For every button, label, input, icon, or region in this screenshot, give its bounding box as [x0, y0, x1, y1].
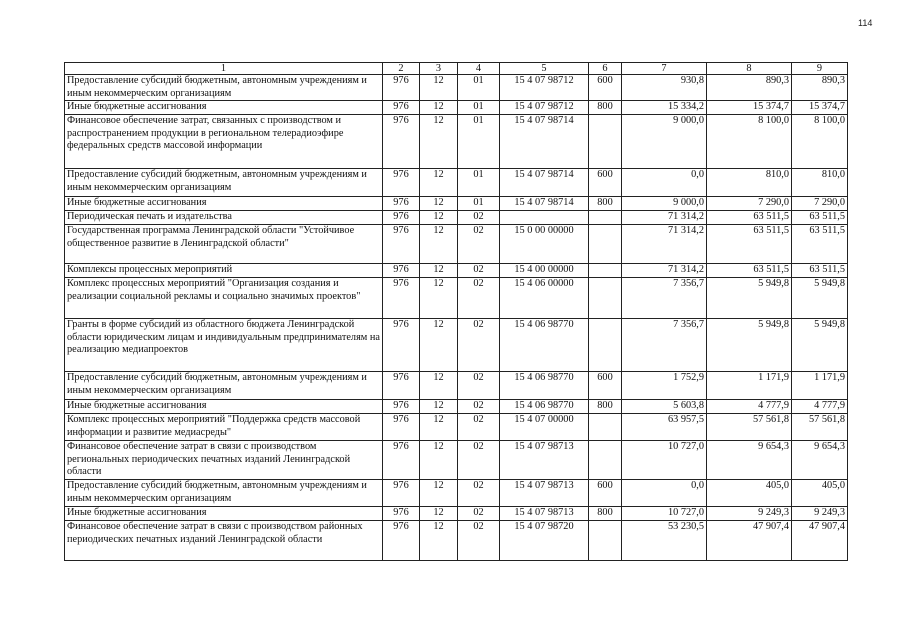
amount-col7: 7 356,7 [622, 319, 707, 372]
column-header: 5 [500, 63, 589, 75]
code-subsection: 02 [458, 441, 500, 480]
code-subsection: 02 [458, 372, 500, 400]
code-expense-type [589, 115, 622, 169]
code-target: 15 4 07 00000 [500, 414, 589, 441]
table-row [65, 211, 848, 225]
table-row [65, 169, 848, 197]
code-ministry: 976 [383, 115, 420, 169]
amount-col9: 4 777,9 [792, 400, 848, 414]
code-subsection: 02 [458, 278, 500, 319]
item-name: Предоставление субсидий бюджетным, автономным учреждениям и иным некоммерческим организациям [65, 169, 383, 197]
code-expense-type: 800 [589, 101, 622, 115]
table-row [65, 278, 848, 319]
table-row [65, 372, 848, 400]
code-subsection: 02 [458, 480, 500, 507]
code-ministry: 976 [383, 441, 420, 480]
code-ministry: 976 [383, 211, 420, 225]
code-target: 15 4 07 98720 [500, 521, 589, 561]
code-expense-type: 600 [589, 372, 622, 400]
column-header: 3 [420, 63, 458, 75]
item-name: Гранты в форме субсидий из областного бюджета Ленинградской области юридическим лицам и индивидуальным предпринимателям на реализацию медиапроектов [65, 319, 383, 372]
item-name: Государственная программа Ленинградской области "Устойчивое общественное развитие в Ленинградской области" [65, 225, 383, 264]
table-row [65, 75, 848, 101]
code-expense-type: 600 [589, 480, 622, 507]
amount-col8: 8 100,0 [707, 115, 792, 169]
code-ministry: 976 [383, 101, 420, 115]
code-section: 12 [420, 211, 458, 225]
code-subsection: 02 [458, 211, 500, 225]
code-section: 12 [420, 441, 458, 480]
code-target: 15 4 07 98714 [500, 197, 589, 211]
item-name: Периодическая печать и издательства [65, 211, 383, 225]
code-section: 12 [420, 115, 458, 169]
code-ministry: 976 [383, 414, 420, 441]
code-subsection: 02 [458, 400, 500, 414]
code-section: 12 [420, 480, 458, 507]
amount-col9: 9 654,3 [792, 441, 848, 480]
amount-col9: 1 171,9 [792, 372, 848, 400]
code-subsection: 01 [458, 101, 500, 115]
amount-col9: 810,0 [792, 169, 848, 197]
code-subsection: 02 [458, 225, 500, 264]
amount-col8: 47 907,4 [707, 521, 792, 561]
code-target: 15 0 00 00000 [500, 225, 589, 264]
code-target: 15 4 06 00000 [500, 278, 589, 319]
item-name: Финансовое обеспечение затрат в связи с производством районных периодических печатных изданий Ленинградской области [65, 521, 383, 561]
table-row [65, 101, 848, 115]
code-section: 12 [420, 319, 458, 372]
code-subsection: 02 [458, 521, 500, 561]
amount-col7: 9 000,0 [622, 115, 707, 169]
amount-col7: 71 314,2 [622, 211, 707, 225]
code-section: 12 [420, 507, 458, 521]
column-header: 4 [458, 63, 500, 75]
budget-table [64, 62, 848, 561]
amount-col8: 405,0 [707, 480, 792, 507]
amount-col9: 405,0 [792, 480, 848, 507]
item-name: Комплекс процессных мероприятий "Поддержка средств массовой информации и развитие медиасреды" [65, 414, 383, 441]
table-row [65, 521, 848, 561]
code-ministry: 976 [383, 521, 420, 561]
amount-col9: 63 511,5 [792, 225, 848, 264]
table-row [65, 319, 848, 372]
amount-col9: 7 290,0 [792, 197, 848, 211]
code-subsection: 01 [458, 75, 500, 101]
code-subsection: 01 [458, 169, 500, 197]
code-ministry: 976 [383, 278, 420, 319]
item-name: Иные бюджетные ассигнования [65, 101, 383, 115]
amount-col8: 4 777,9 [707, 400, 792, 414]
amount-col9: 5 949,8 [792, 278, 848, 319]
code-expense-type [589, 414, 622, 441]
amount-col8: 9 249,3 [707, 507, 792, 521]
amount-col7: 53 230,5 [622, 521, 707, 561]
code-ministry: 976 [383, 225, 420, 264]
amount-col7: 10 727,0 [622, 441, 707, 480]
table-row [65, 441, 848, 480]
column-header: 9 [792, 63, 848, 75]
table-row [65, 225, 848, 264]
item-name: Иные бюджетные ассигнования [65, 197, 383, 211]
item-name: Финансовое обеспечение затрат в связи с производством региональных периодических печатных изданий Ленинградской области [65, 441, 383, 480]
amount-col8: 63 511,5 [707, 225, 792, 264]
table-row [65, 115, 848, 169]
item-name: Предоставление субсидий бюджетным, автономным учреждениям и иным некоммерческим организациям [65, 372, 383, 400]
code-section: 12 [420, 264, 458, 278]
amount-col7: 10 727,0 [622, 507, 707, 521]
code-expense-type: 800 [589, 507, 622, 521]
table-body [65, 75, 848, 561]
code-section: 12 [420, 372, 458, 400]
amount-col9: 63 511,5 [792, 211, 848, 225]
code-target: 15 4 06 98770 [500, 372, 589, 400]
code-target: 15 4 07 98713 [500, 507, 589, 521]
item-name: Предоставление субсидий бюджетным, автономным учреждениям и иным некоммерческим организациям [65, 75, 383, 101]
code-section: 12 [420, 225, 458, 264]
amount-col7: 930,8 [622, 75, 707, 101]
amount-col7: 0,0 [622, 169, 707, 197]
amount-col7: 0,0 [622, 480, 707, 507]
item-name: Иные бюджетные ассигнования [65, 507, 383, 521]
amount-col7: 9 000,0 [622, 197, 707, 211]
code-target [500, 211, 589, 225]
amount-col8: 5 949,8 [707, 278, 792, 319]
code-section: 12 [420, 197, 458, 211]
code-section: 12 [420, 278, 458, 319]
code-ministry: 976 [383, 197, 420, 211]
table-row [65, 400, 848, 414]
code-ministry: 976 [383, 400, 420, 414]
code-ministry: 976 [383, 169, 420, 197]
code-expense-type [589, 521, 622, 561]
amount-col8: 810,0 [707, 169, 792, 197]
amount-col8: 9 654,3 [707, 441, 792, 480]
code-subsection: 01 [458, 197, 500, 211]
item-name: Комплексы процессных мероприятий [65, 264, 383, 278]
amount-col9: 47 907,4 [792, 521, 848, 561]
code-ministry: 976 [383, 319, 420, 372]
amount-col7: 5 603,8 [622, 400, 707, 414]
table-row [65, 197, 848, 211]
table-row [65, 480, 848, 507]
item-name: Иные бюджетные ассигнования [65, 400, 383, 414]
code-subsection: 01 [458, 115, 500, 169]
code-section: 12 [420, 101, 458, 115]
code-subsection: 02 [458, 319, 500, 372]
code-expense-type: 800 [589, 400, 622, 414]
item-name: Предоставление субсидий бюджетным, автономным учреждениям и иным некоммерческим организациям [65, 480, 383, 507]
amount-col8: 890,3 [707, 75, 792, 101]
item-name: Финансовое обеспечение затрат, связанных с производством и распространением продукции в региональном телерадиоэфире федеральных средств массовой информации [65, 115, 383, 169]
code-expense-type [589, 278, 622, 319]
amount-col7: 15 334,2 [622, 101, 707, 115]
code-ministry: 976 [383, 75, 420, 101]
code-expense-type [589, 264, 622, 278]
code-expense-type: 600 [589, 169, 622, 197]
code-target: 15 4 07 98713 [500, 441, 589, 480]
code-subsection: 02 [458, 507, 500, 521]
code-section: 12 [420, 169, 458, 197]
table-row [65, 507, 848, 521]
amount-col7: 71 314,2 [622, 225, 707, 264]
amount-col9: 9 249,3 [792, 507, 848, 521]
code-target: 15 4 07 98714 [500, 169, 589, 197]
column-header: 2 [383, 63, 420, 75]
code-ministry: 976 [383, 264, 420, 278]
code-expense-type [589, 441, 622, 480]
item-name: Комплекс процессных мероприятий "Организация создания и реализации социальной рекламы и социально значимых проектов" [65, 278, 383, 319]
amount-col8: 57 561,8 [707, 414, 792, 441]
amount-col7: 7 356,7 [622, 278, 707, 319]
amount-col8: 15 374,7 [707, 101, 792, 115]
code-section: 12 [420, 414, 458, 441]
amount-col8: 63 511,5 [707, 264, 792, 278]
code-ministry: 976 [383, 372, 420, 400]
table-row [65, 414, 848, 441]
page-number: 114 [858, 18, 873, 28]
amount-col9: 15 374,7 [792, 101, 848, 115]
code-expense-type [589, 225, 622, 264]
code-expense-type [589, 319, 622, 372]
code-ministry: 976 [383, 507, 420, 521]
column-header: 8 [707, 63, 792, 75]
table-row [65, 264, 848, 278]
amount-col7: 1 752,9 [622, 372, 707, 400]
amount-col8: 63 511,5 [707, 211, 792, 225]
code-section: 12 [420, 521, 458, 561]
amount-col9: 63 511,5 [792, 264, 848, 278]
column-header: 1 [65, 63, 383, 75]
amount-col7: 63 957,5 [622, 414, 707, 441]
header-row [65, 63, 848, 75]
column-header: 6 [589, 63, 622, 75]
code-target: 15 4 07 98712 [500, 75, 589, 101]
code-expense-type [589, 211, 622, 225]
amount-col9: 8 100,0 [792, 115, 848, 169]
amount-col8: 1 171,9 [707, 372, 792, 400]
code-subsection: 02 [458, 414, 500, 441]
column-header: 7 [622, 63, 707, 75]
code-expense-type: 600 [589, 75, 622, 101]
code-subsection: 02 [458, 264, 500, 278]
code-target: 15 4 06 98770 [500, 319, 589, 372]
code-section: 12 [420, 75, 458, 101]
code-target: 15 4 00 00000 [500, 264, 589, 278]
amount-col8: 5 949,8 [707, 319, 792, 372]
amount-col9: 890,3 [792, 75, 848, 101]
code-target: 15 4 07 98713 [500, 480, 589, 507]
code-section: 12 [420, 400, 458, 414]
amount-col9: 5 949,8 [792, 319, 848, 372]
amount-col8: 7 290,0 [707, 197, 792, 211]
code-ministry: 976 [383, 480, 420, 507]
code-target: 15 4 06 98770 [500, 400, 589, 414]
amount-col7: 71 314,2 [622, 264, 707, 278]
code-expense-type: 800 [589, 197, 622, 211]
amount-col9: 57 561,8 [792, 414, 848, 441]
code-target: 15 4 07 98714 [500, 115, 589, 169]
code-target: 15 4 07 98712 [500, 101, 589, 115]
